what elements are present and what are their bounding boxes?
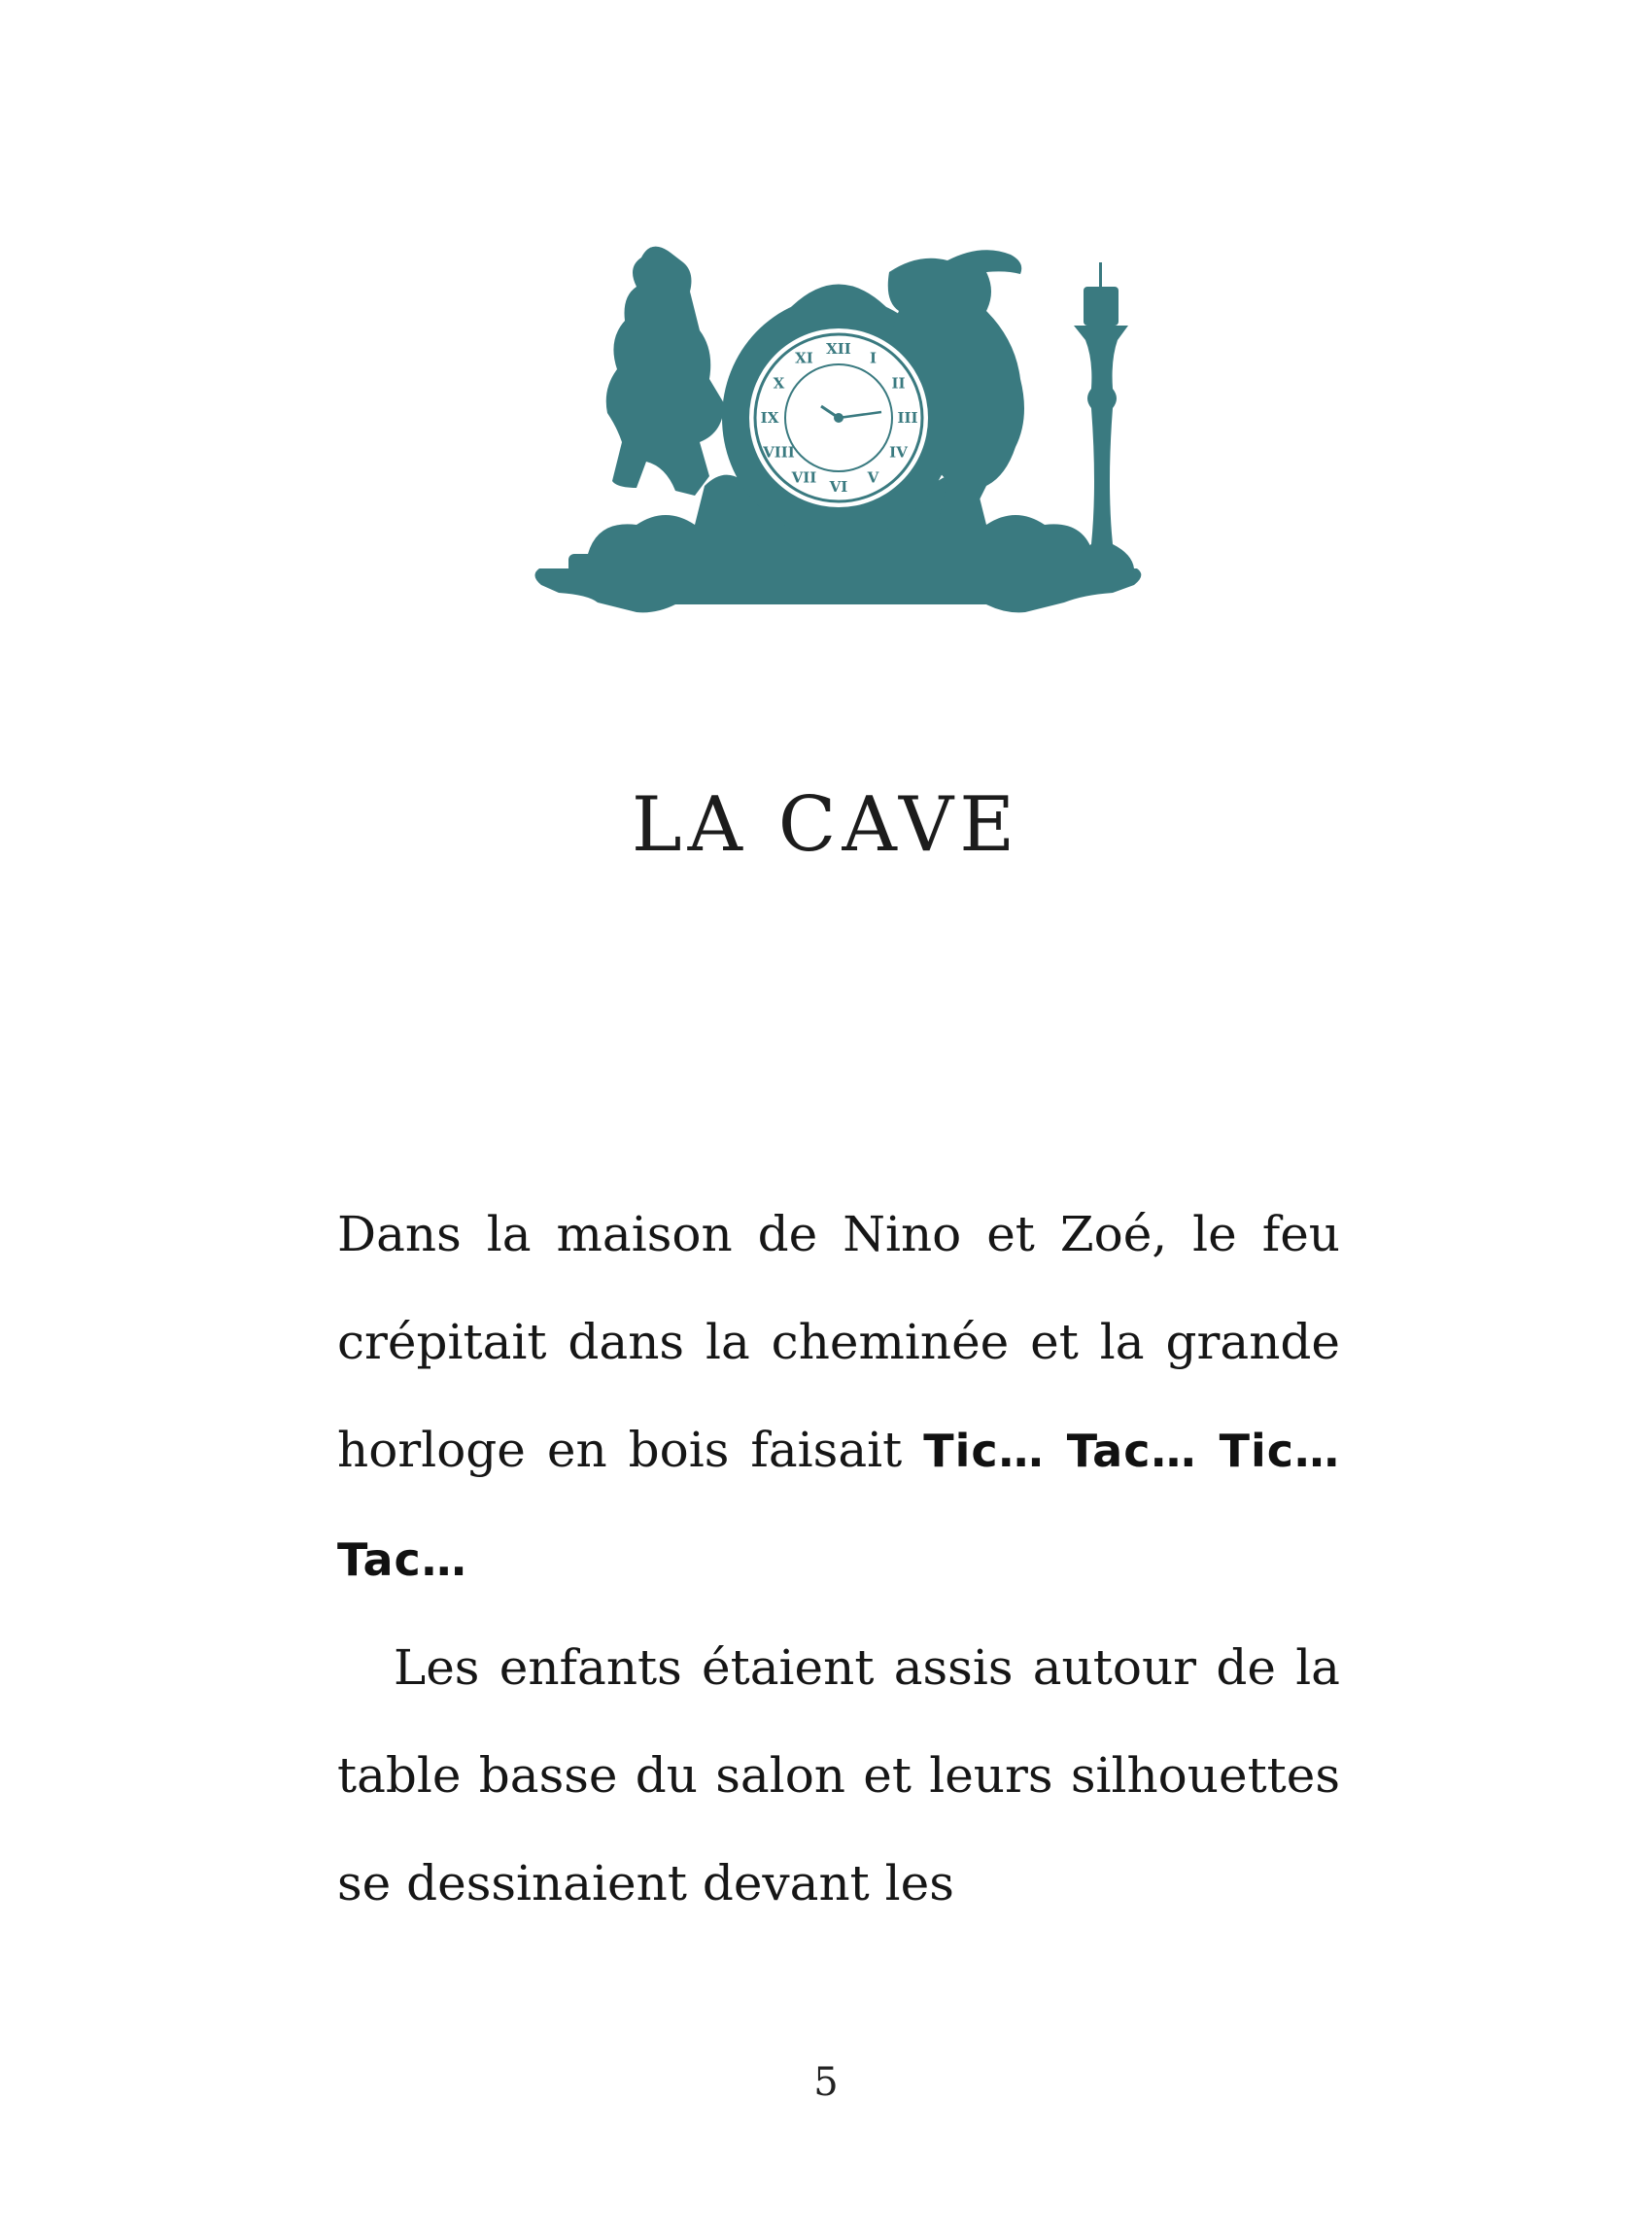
body-text (337, 1181, 1340, 1938)
clock-numeral: V (867, 468, 879, 487)
clock-silhouette-icon (530, 233, 1147, 622)
clock-numeral: X (773, 374, 785, 393)
paragraph-2 (337, 1614, 1340, 1938)
mantel-clock-illustration (530, 233, 1147, 622)
clock-numeral: XI (795, 349, 813, 367)
sound-effect-tic-tac: Tic… Tac… Tic… Tac… (337, 1425, 1340, 1586)
clock-numeral: III (897, 409, 918, 427)
clock-numeral: IV (889, 443, 908, 462)
page-number: 5 (813, 2060, 839, 2105)
paragraph-2-text: Les enfants étaient assis autour de la table basse du salon et leurs silhouettes se dessinaient devant les (337, 1639, 1340, 1911)
chapter-title: LA CAVE (631, 781, 1021, 869)
clock-numeral: I (869, 349, 878, 367)
clock-numeral: XII (826, 340, 851, 358)
clock-numeral: VIII (763, 443, 795, 462)
paragraph-1-text: Dans la maison de Nino et Zoé, le feu crépitait dans la cheminée et la grande horloge en bois faisait (337, 1206, 1340, 1478)
paragraph-1 (337, 1181, 1340, 1614)
clock-numeral: IX (760, 409, 779, 427)
clock-numeral: II (891, 374, 906, 393)
clock-numeral: VI (829, 478, 848, 496)
clock-numeral: VII (791, 468, 817, 487)
